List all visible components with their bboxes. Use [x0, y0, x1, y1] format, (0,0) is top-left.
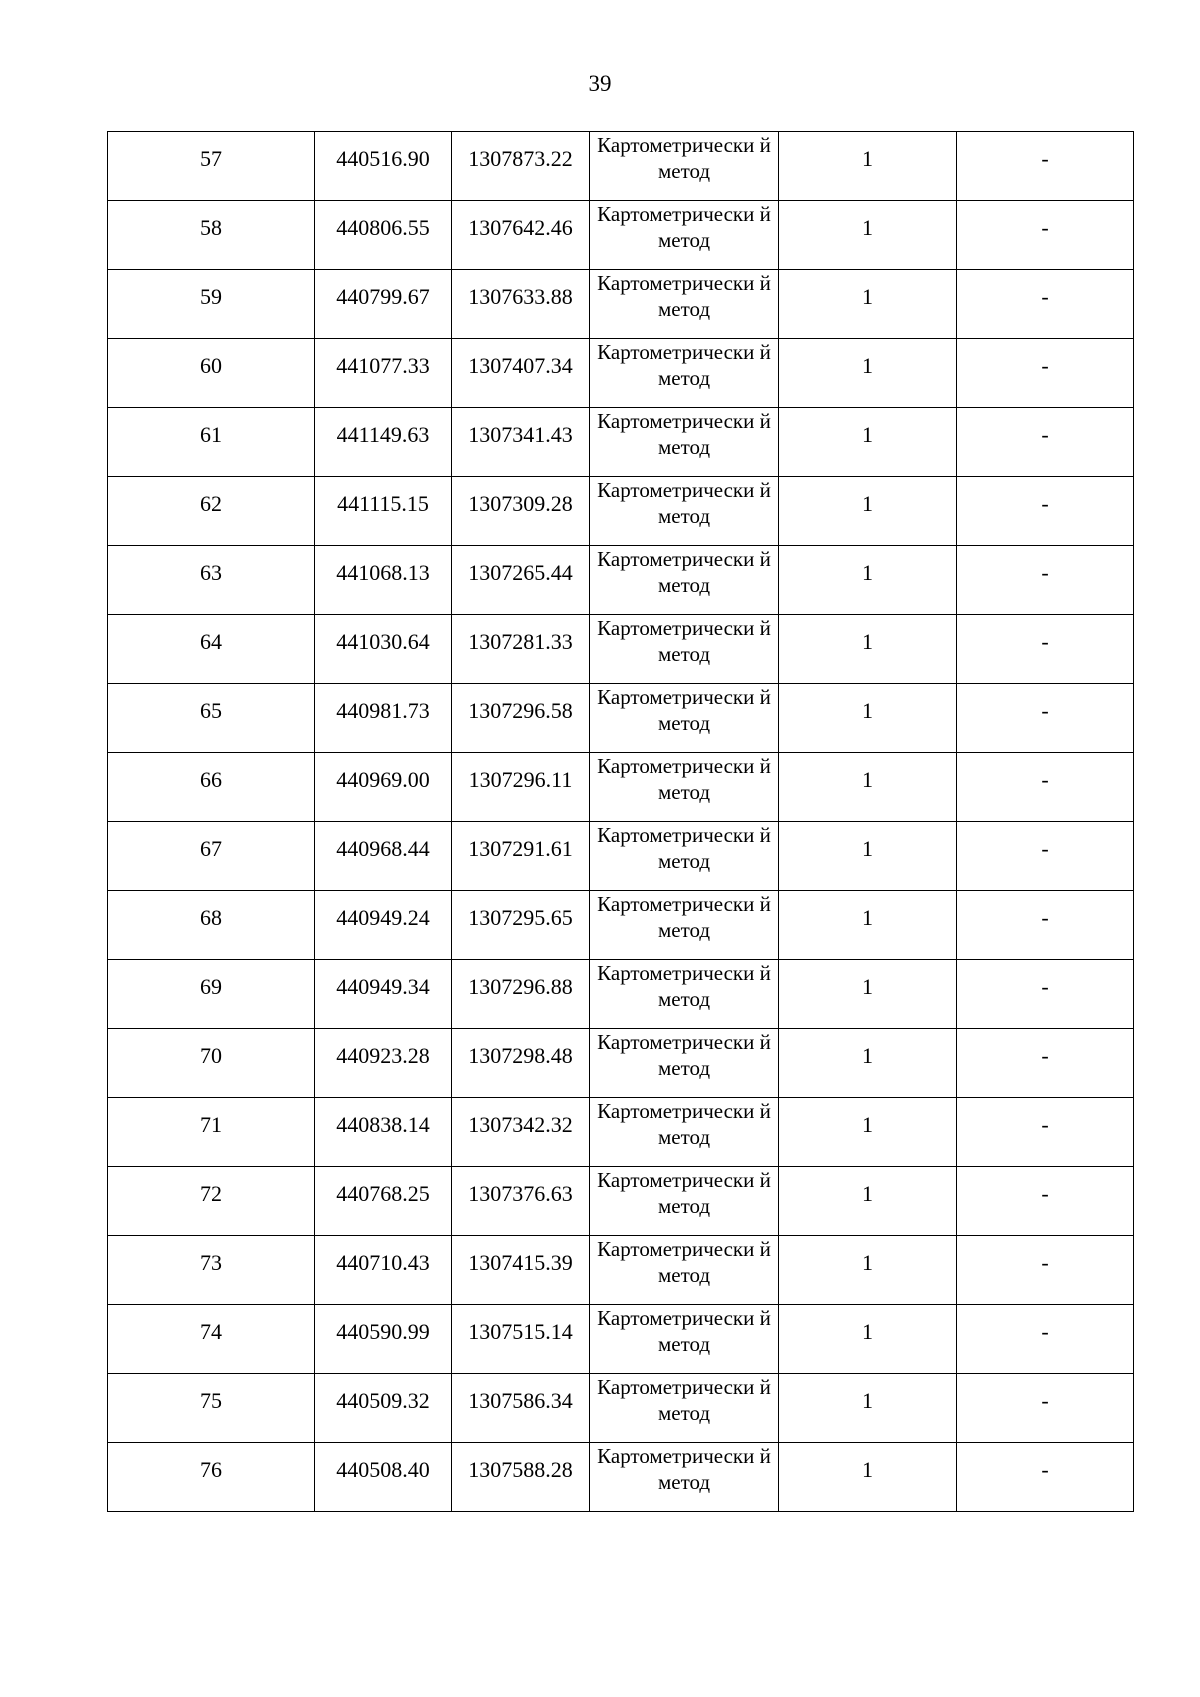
note-cell — [957, 1443, 1134, 1512]
point-number-cell — [108, 1098, 315, 1167]
accuracy-cell-text: 1 — [862, 1457, 873, 1482]
accuracy-cell-text: 1 — [862, 1388, 873, 1413]
coordinate-x-cell-text: 441068.13 — [336, 560, 430, 585]
accuracy-cell — [779, 477, 957, 546]
coordinate-x-cell-text: 440838.14 — [336, 1112, 430, 1137]
note-cell — [957, 339, 1134, 408]
accuracy-cell — [779, 270, 957, 339]
point-number-cell — [108, 546, 315, 615]
coordinate-x-cell — [315, 960, 452, 1029]
table-row — [108, 201, 1134, 270]
method-cell-text: Картометрически й метод — [597, 1237, 771, 1287]
coordinate-x-cell — [315, 822, 452, 891]
coordinate-y-cell — [452, 1167, 590, 1236]
accuracy-cell — [779, 201, 957, 270]
accuracy-cell — [779, 546, 957, 615]
note-cell — [957, 1305, 1134, 1374]
page-number: 39 — [588, 71, 612, 96]
note-cell — [957, 1374, 1134, 1443]
accuracy-cell-text: 1 — [862, 353, 873, 378]
table-row — [108, 753, 1134, 822]
point-number-cell-text: 61 — [200, 422, 222, 447]
method-cell-text: Картометрически й метод — [597, 1030, 771, 1080]
method-cell-text: Картометрически й метод — [597, 547, 771, 597]
method-cell — [590, 753, 779, 822]
point-number-cell-text: 59 — [200, 284, 222, 309]
coordinate-y-cell-text: 1307281.33 — [468, 629, 573, 654]
coordinate-y-cell-text: 1307341.43 — [468, 422, 573, 447]
point-number-cell-text: 70 — [200, 1043, 222, 1068]
coordinate-x-cell — [315, 339, 452, 408]
note-cell — [957, 546, 1134, 615]
coordinate-x-cell — [315, 1443, 452, 1512]
accuracy-cell — [779, 132, 957, 201]
point-number-cell-text: 63 — [200, 560, 222, 585]
accuracy-cell-text: 1 — [862, 767, 873, 792]
coordinate-x-cell-text: 440981.73 — [336, 698, 430, 723]
accuracy-cell-text: 1 — [862, 1250, 873, 1275]
point-number-cell — [108, 1305, 315, 1374]
table-row — [108, 132, 1134, 201]
point-number-cell — [108, 408, 315, 477]
note-cell-text: - — [1041, 1181, 1049, 1206]
point-number-cell-text: 75 — [200, 1388, 222, 1413]
point-number-cell — [108, 822, 315, 891]
note-cell-text: - — [1041, 284, 1049, 309]
note-cell — [957, 270, 1134, 339]
note-cell — [957, 1167, 1134, 1236]
note-cell-text: - — [1041, 1388, 1049, 1413]
coordinate-x-cell — [315, 546, 452, 615]
note-cell-text: - — [1041, 974, 1049, 999]
point-number-cell-text: 74 — [200, 1319, 222, 1344]
coordinate-x-cell-text: 440969.00 — [336, 767, 430, 792]
coordinates-table-body — [108, 132, 1134, 1512]
coordinate-x-cell — [315, 132, 452, 201]
coordinate-x-cell-text: 440806.55 — [336, 215, 430, 240]
coordinate-y-cell-text: 1307291.61 — [468, 836, 573, 861]
coordinate-y-cell — [452, 132, 590, 201]
note-cell-text: - — [1041, 698, 1049, 723]
coordinate-y-cell — [452, 1305, 590, 1374]
note-cell-text: - — [1041, 215, 1049, 240]
table-row — [108, 408, 1134, 477]
method-cell — [590, 891, 779, 960]
table-row — [108, 477, 1134, 546]
accuracy-cell — [779, 684, 957, 753]
coordinate-x-cell — [315, 270, 452, 339]
note-cell-text: - — [1041, 1112, 1049, 1137]
note-cell-text: - — [1041, 422, 1049, 447]
coordinate-y-cell — [452, 753, 590, 822]
accuracy-cell-text: 1 — [862, 1112, 873, 1137]
point-number-cell-text: 69 — [200, 974, 222, 999]
note-cell-text: - — [1041, 353, 1049, 378]
coordinate-y-cell-text: 1307296.88 — [468, 974, 573, 999]
coordinate-y-cell-text: 1307873.22 — [468, 146, 573, 171]
coordinate-x-cell-text: 440768.25 — [336, 1181, 430, 1206]
coordinate-y-cell — [452, 270, 590, 339]
method-cell — [590, 615, 779, 684]
coordinate-x-cell-text: 441030.64 — [336, 629, 430, 654]
accuracy-cell-text: 1 — [862, 422, 873, 447]
coordinate-x-cell-text: 440949.34 — [336, 974, 430, 999]
point-number-cell-text: 67 — [200, 836, 222, 861]
accuracy-cell — [779, 1167, 957, 1236]
point-number-cell — [108, 1443, 315, 1512]
point-number-cell-text: 76 — [200, 1457, 222, 1482]
point-number-cell — [108, 615, 315, 684]
table-row — [108, 891, 1134, 960]
coordinate-x-cell-text: 441115.15 — [337, 491, 429, 516]
note-cell — [957, 753, 1134, 822]
coordinate-x-cell — [315, 891, 452, 960]
method-cell — [590, 1167, 779, 1236]
note-cell — [957, 1236, 1134, 1305]
method-cell-text: Картометрически й метод — [597, 340, 771, 390]
coordinate-x-cell — [315, 1305, 452, 1374]
coordinate-x-cell-text: 440710.43 — [336, 1250, 430, 1275]
point-number-cell — [108, 270, 315, 339]
coordinate-y-cell — [452, 477, 590, 546]
coordinate-x-cell-text: 440508.40 — [336, 1457, 430, 1482]
method-cell-text: Картометрически й метод — [597, 271, 771, 321]
note-cell-text: - — [1041, 836, 1049, 861]
coordinate-x-cell — [315, 615, 452, 684]
coordinate-y-cell — [452, 822, 590, 891]
coordinates-table — [107, 131, 1134, 1512]
method-cell-text: Картометрически й метод — [597, 133, 771, 183]
method-cell — [590, 1236, 779, 1305]
point-number-cell — [108, 1374, 315, 1443]
accuracy-cell-text: 1 — [862, 905, 873, 930]
note-cell-text: - — [1041, 560, 1049, 585]
table-row — [108, 339, 1134, 408]
method-cell — [590, 201, 779, 270]
table-row — [108, 1098, 1134, 1167]
coordinate-x-cell-text: 440516.90 — [336, 146, 430, 171]
note-cell — [957, 960, 1134, 1029]
method-cell-text: Картометрически й метод — [597, 1444, 771, 1494]
accuracy-cell-text: 1 — [862, 284, 873, 309]
accuracy-cell — [779, 1443, 957, 1512]
coordinate-x-cell — [315, 1029, 452, 1098]
point-number-cell — [108, 684, 315, 753]
note-cell-text: - — [1041, 146, 1049, 171]
note-cell — [957, 201, 1134, 270]
point-number-cell — [108, 201, 315, 270]
coordinate-y-cell — [452, 1443, 590, 1512]
accuracy-cell-text: 1 — [862, 560, 873, 585]
note-cell — [957, 408, 1134, 477]
method-cell-text: Картометрически й метод — [597, 616, 771, 666]
point-number-cell-text: 60 — [200, 353, 222, 378]
method-cell — [590, 960, 779, 1029]
method-cell — [590, 822, 779, 891]
method-cell-text: Картометрически й метод — [597, 409, 771, 459]
coordinate-x-cell — [315, 1098, 452, 1167]
accuracy-cell-text: 1 — [862, 629, 873, 654]
method-cell-text: Картометрически й метод — [597, 1375, 771, 1425]
coordinate-y-cell-text: 1307586.34 — [468, 1388, 573, 1413]
method-cell-text: Картометрически й метод — [597, 1306, 771, 1356]
coordinate-x-cell — [315, 201, 452, 270]
coordinate-x-cell — [315, 477, 452, 546]
note-cell-text: - — [1041, 1319, 1049, 1344]
coordinate-y-cell — [452, 960, 590, 1029]
accuracy-cell — [779, 960, 957, 1029]
point-number-cell — [108, 960, 315, 1029]
method-cell — [590, 1374, 779, 1443]
point-number-cell-text: 58 — [200, 215, 222, 240]
coordinate-x-cell-text: 440923.28 — [336, 1043, 430, 1068]
coordinate-x-cell — [315, 753, 452, 822]
accuracy-cell — [779, 753, 957, 822]
method-cell — [590, 270, 779, 339]
note-cell — [957, 132, 1134, 201]
accuracy-cell — [779, 891, 957, 960]
note-cell-text: - — [1041, 1457, 1049, 1482]
table-row — [108, 822, 1134, 891]
method-cell — [590, 477, 779, 546]
coordinate-y-cell — [452, 684, 590, 753]
accuracy-cell — [779, 1098, 957, 1167]
coordinate-x-cell-text: 440949.24 — [336, 905, 430, 930]
coordinate-y-cell — [452, 1236, 590, 1305]
method-cell-text: Картометрически й метод — [597, 478, 771, 528]
note-cell — [957, 477, 1134, 546]
note-cell-text: - — [1041, 1250, 1049, 1275]
method-cell-text: Картометрически й метод — [597, 892, 771, 942]
point-number-cell — [108, 339, 315, 408]
note-cell-text: - — [1041, 491, 1049, 516]
coordinate-y-cell — [452, 615, 590, 684]
point-number-cell — [108, 477, 315, 546]
accuracy-cell — [779, 1236, 957, 1305]
coordinate-y-cell-text: 1307633.88 — [468, 284, 573, 309]
accuracy-cell-text: 1 — [862, 1319, 873, 1344]
coordinate-y-cell — [452, 546, 590, 615]
coordinate-y-cell — [452, 1029, 590, 1098]
accuracy-cell — [779, 1029, 957, 1098]
coordinate-y-cell-text: 1307642.46 — [468, 215, 573, 240]
accuracy-cell — [779, 615, 957, 684]
point-number-cell — [108, 1029, 315, 1098]
accuracy-cell-text: 1 — [862, 836, 873, 861]
note-cell-text: - — [1041, 905, 1049, 930]
accuracy-cell — [779, 822, 957, 891]
method-cell — [590, 546, 779, 615]
coordinate-x-cell-text: 441149.63 — [336, 422, 430, 447]
accuracy-cell-text: 1 — [862, 491, 873, 516]
point-number-cell-text: 71 — [200, 1112, 222, 1137]
method-cell — [590, 339, 779, 408]
coordinate-x-cell — [315, 1236, 452, 1305]
note-cell-text: - — [1041, 1043, 1049, 1068]
point-number-cell-text: 64 — [200, 629, 222, 654]
point-number-cell — [108, 132, 315, 201]
table-row — [108, 684, 1134, 753]
accuracy-cell — [779, 339, 957, 408]
point-number-cell-text: 57 — [200, 146, 222, 171]
coordinate-y-cell-text: 1307296.11 — [468, 767, 573, 792]
coordinate-x-cell — [315, 408, 452, 477]
coordinate-y-cell — [452, 408, 590, 477]
coordinate-y-cell — [452, 1374, 590, 1443]
method-cell — [590, 1443, 779, 1512]
coordinate-x-cell — [315, 1167, 452, 1236]
point-number-cell — [108, 753, 315, 822]
accuracy-cell — [779, 408, 957, 477]
method-cell-text: Картометрически й метод — [597, 1099, 771, 1149]
coordinate-x-cell-text: 440509.32 — [336, 1388, 430, 1413]
note-cell-text: - — [1041, 629, 1049, 654]
accuracy-cell-text: 1 — [862, 215, 873, 240]
coordinate-x-cell-text: 441077.33 — [336, 353, 430, 378]
accuracy-cell — [779, 1305, 957, 1374]
method-cell-text: Картометрически й метод — [597, 685, 771, 735]
coordinate-x-cell — [315, 1374, 452, 1443]
table-row — [108, 1236, 1134, 1305]
table-row — [108, 615, 1134, 684]
note-cell — [957, 1098, 1134, 1167]
coordinate-y-cell-text: 1307376.63 — [468, 1181, 573, 1206]
method-cell-text: Картометрически й метод — [597, 754, 771, 804]
note-cell — [957, 615, 1134, 684]
coordinate-y-cell-text: 1307296.58 — [468, 698, 573, 723]
table-row — [108, 1374, 1134, 1443]
method-cell — [590, 132, 779, 201]
method-cell-text: Картометрически й метод — [597, 202, 771, 252]
coordinate-y-cell — [452, 891, 590, 960]
note-cell — [957, 1029, 1134, 1098]
accuracy-cell-text: 1 — [862, 698, 873, 723]
table-row — [108, 960, 1134, 1029]
point-number-cell-text: 73 — [200, 1250, 222, 1275]
coordinate-x-cell — [315, 684, 452, 753]
coordinate-y-cell-text: 1307515.14 — [468, 1319, 573, 1344]
note-cell — [957, 891, 1134, 960]
coordinate-y-cell-text: 1307309.28 — [468, 491, 573, 516]
point-number-cell-text: 62 — [200, 491, 222, 516]
accuracy-cell-text: 1 — [862, 146, 873, 171]
coordinate-x-cell-text: 440799.67 — [336, 284, 430, 309]
method-cell — [590, 684, 779, 753]
table-row — [108, 1167, 1134, 1236]
coordinate-y-cell — [452, 339, 590, 408]
note-cell — [957, 822, 1134, 891]
point-number-cell-text: 65 — [200, 698, 222, 723]
method-cell — [590, 408, 779, 477]
accuracy-cell-text: 1 — [862, 1181, 873, 1206]
table-row — [108, 546, 1134, 615]
method-cell-text: Картометрически й метод — [597, 1168, 771, 1218]
table-row — [108, 1443, 1134, 1512]
note-cell — [957, 684, 1134, 753]
coordinate-y-cell-text: 1307415.39 — [468, 1250, 573, 1275]
accuracy-cell-text: 1 — [862, 1043, 873, 1068]
coordinate-y-cell-text: 1307407.34 — [468, 353, 573, 378]
point-number-cell-text: 66 — [200, 767, 222, 792]
coordinate-y-cell-text: 1307298.48 — [468, 1043, 573, 1068]
point-number-cell — [108, 1167, 315, 1236]
method-cell-text: Картометрически й метод — [597, 961, 771, 1011]
coordinate-y-cell — [452, 1098, 590, 1167]
accuracy-cell-text: 1 — [862, 974, 873, 999]
table-row — [108, 270, 1134, 339]
coordinate-x-cell-text: 440968.44 — [336, 836, 430, 861]
method-cell-text: Картометрически й метод — [597, 823, 771, 873]
method-cell — [590, 1305, 779, 1374]
coordinate-y-cell-text: 1307295.65 — [468, 905, 573, 930]
method-cell — [590, 1029, 779, 1098]
note-cell-text: - — [1041, 767, 1049, 792]
coordinate-x-cell-text: 440590.99 — [336, 1319, 430, 1344]
point-number-cell-text: 72 — [200, 1181, 222, 1206]
table-row — [108, 1305, 1134, 1374]
point-number-cell-text: 68 — [200, 905, 222, 930]
method-cell — [590, 1098, 779, 1167]
coordinate-y-cell — [452, 201, 590, 270]
coordinate-y-cell-text: 1307342.32 — [468, 1112, 573, 1137]
table-row — [108, 1029, 1134, 1098]
point-number-cell — [108, 891, 315, 960]
accuracy-cell — [779, 1374, 957, 1443]
coordinate-y-cell-text: 1307588.28 — [468, 1457, 573, 1482]
coordinate-y-cell-text: 1307265.44 — [468, 560, 573, 585]
point-number-cell — [108, 1236, 315, 1305]
